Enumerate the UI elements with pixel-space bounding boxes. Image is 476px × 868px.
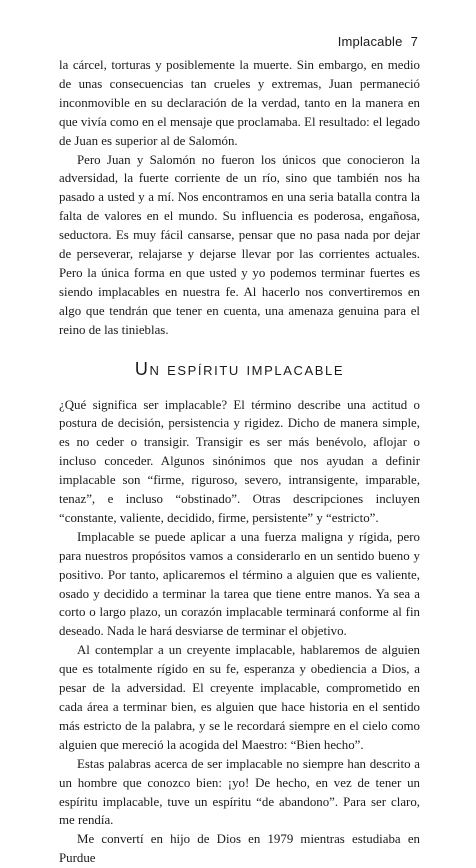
running-head — [338, 34, 418, 49]
page-number: 7 — [410, 34, 418, 49]
running-title: Implacable — [337, 34, 403, 49]
paragraph: Al contemplar a un creyente implacable, hablaremos de alguien que es totalmente rígido en su fe, esperanza y obediencia a Dios, a pesar de la adversidad. El creyente implacable, comprometido en cada área a terminar bien, es alguien que hace historia en el sentido más estricto de la palabra, y se le recordará siempre en el cielo como alguien que mereció la acogida del Maestro: “Bien hecho”. — [59, 643, 420, 752]
section-heading: Un espíritu implacable — [134, 358, 345, 379]
paragraph: Implacable se puede aplicar a una fuerza maligna y rígida, pero para nuestros propósitos vamos a considerarlo en un sentido bueno y positivo. Por tanto, aplicaremos el término a alguien que es valiente, osado y decidido a terminar la tarea que tiene entre manos. Ya sea a corto o largo plazo, un corazón implacable terminará conforme al fin deseado. Nada le hará desviarse de terminar el objetivo. — [59, 529, 420, 639]
paragraph: Estas palabras acerca de ser implacable no siempre han descrito a un hombre que conozco bien: ¡yo! De hecho, en vez de tener un espíritu implacable, tuve un espíritu “de abandono”. Para ser claro, me rendía. — [59, 756, 420, 828]
body-text — [59, 56, 420, 868]
paragraph: la cárcel, torturas y posiblemente la muerte. Sin embargo, en medio de unas consecuencias tan crueles y extremas, Juan permaneció inconmovible en su declaración de la verdad, tanto en la manera en que vivía como en el mensaje que proclamaba. El resultado: el legado de Juan es superior al de Salomón. — [59, 58, 420, 148]
paragraph: Me convertí en hijo de Dios en 1979 mientras estudiaba en Purdue — [59, 832, 420, 866]
paragraph: ¿Qué significa ser implacable? El término describe una actitud o postura de decisión, persistencia y rigidez. Dicho de manera simple, es no ceder o transigir. Transigir es ser más benévolo, aflojar o incluso conceder. Algunos sinónimos que nos ayudan a definir implacable son “firme, riguroso, severo, intransigente, imparable, tenaz”, e incluso “obstinado”. Otras descripciones incluyen “constante, valiente, decidido, firme, persistente” y “estricto”. — [59, 397, 420, 525]
paragraph: Pero Juan y Salomón no fueron los únicos que conocieron la adversidad, la fuerte corriente de un río, sino que también nos ha pasado a usted y a mí. Nos encontramos en una seria batalla contra la falta de valores en el mundo. Su influencia es poderosa, engañosa, seductora. Es muy fácil cansarse, pensar que no pasa nada por dejar de perseverar, relajarse y dejarse llevar por las corrientes actuales. Pero la única forma en que usted y yo podemos terminar fuertes es siendo implacables en nuestra fe. Al hacerlo nos convertiremos en algo que tendrán que tener en cuenta, una amenaza genuina para el reino de las tinieblas. — [59, 152, 420, 337]
